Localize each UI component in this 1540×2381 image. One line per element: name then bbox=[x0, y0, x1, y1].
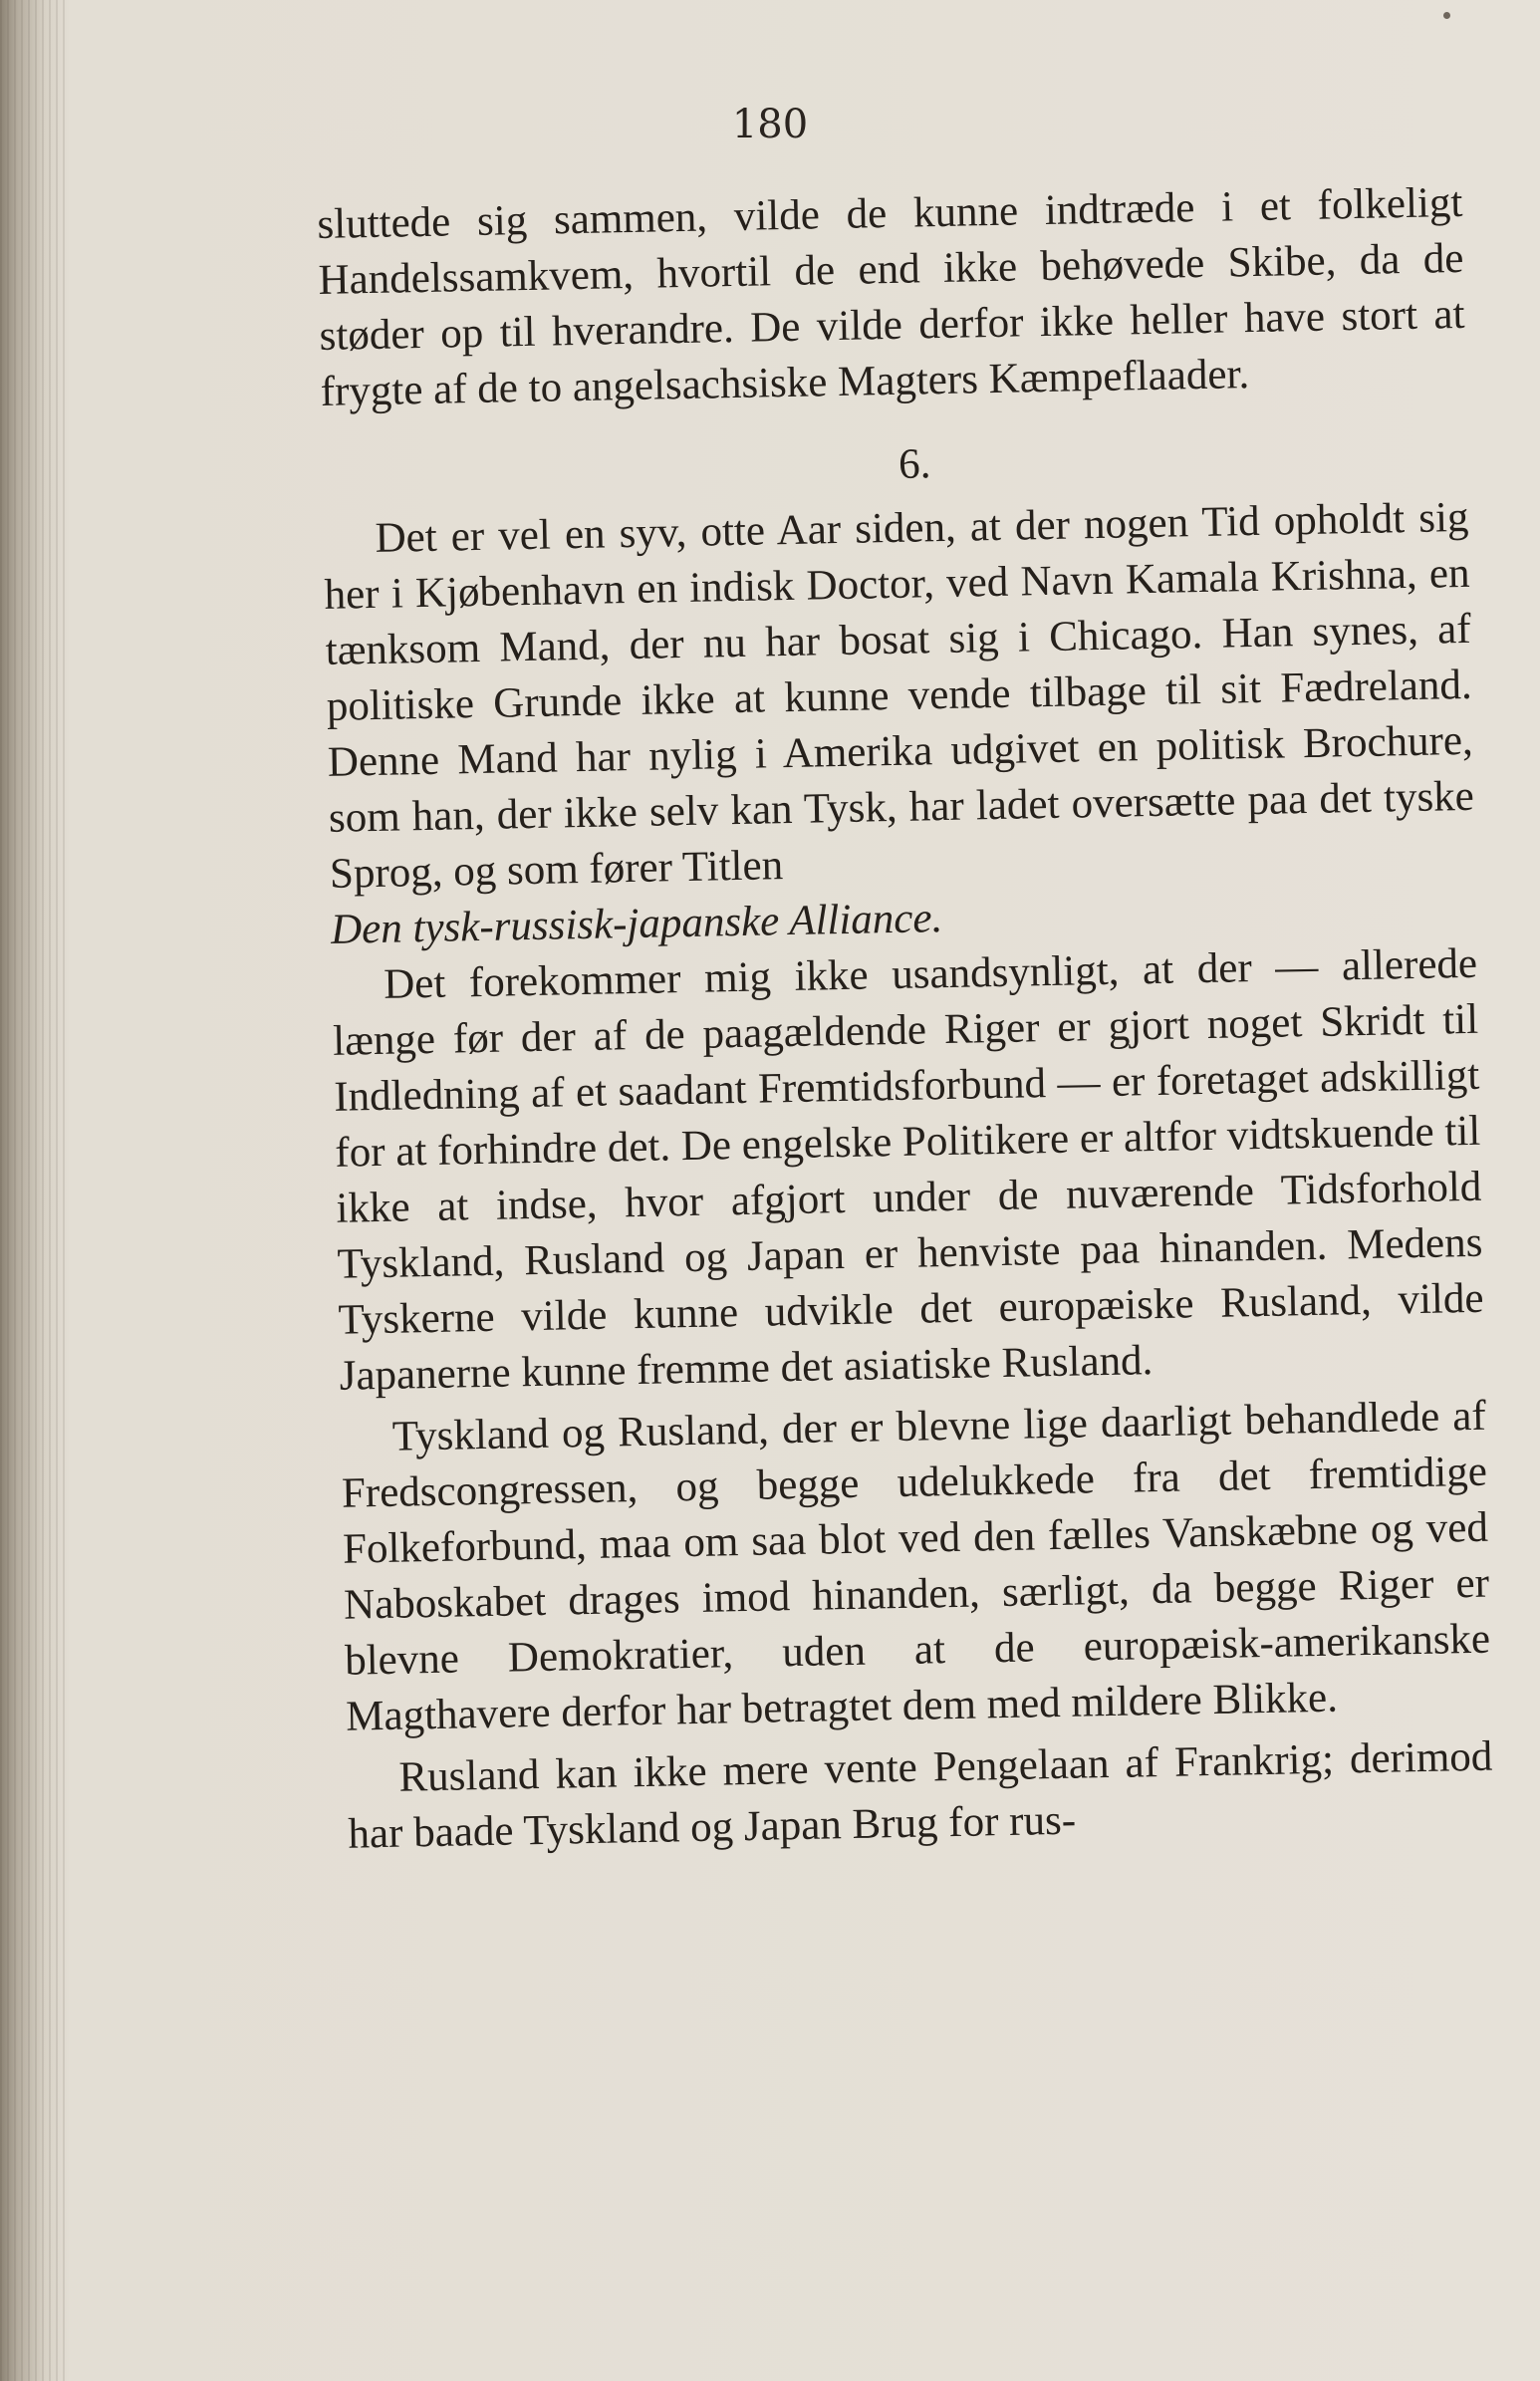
paragraph-5: Rusland kan ikke mere vente Pengelaan af Frankrig; derimod har baade Tyskland og Japan Brug for rus- bbox=[348, 1732, 1493, 1858]
paragraph-2-text: Det er vel en syv, otte Aar siden, at der nogen Tid opholdt sig her i Kjøbenhavn en indisk Doctor, ved Navn Kamala Krishna, en tænksom Mand, der nu har bosat sig i Chicago. Han synes, af politiske Grunde ikke at kunne vende tilbage til sit Fædreland. Denne Mand har nylig i Amerika udgivet en politisk Brochure, som han, der ikke selv kan Tysk, har ladet oversætte paa det tyske Sprog, og som fører Titlen bbox=[324, 493, 1475, 898]
page-number: 180 bbox=[731, 102, 809, 147]
body-text bbox=[317, 175, 1494, 1863]
paper-fleck bbox=[1443, 12, 1450, 19]
paragraph-4: Tyskland og Rusland, der er blevne lige daarligt behandlede af Fredscongressen, og begge udelukkede fra det fremtidige Folkeforbund, maa om saa blot ved den fælles Vanskæbne og ved Naboskabet drages imod hinanden, særligt, da begge Riger er blevne Demokratier, uden at de europæisk-amerikanske Magthavere derfor har betragtet dem med mildere Blikke. bbox=[341, 1392, 1491, 1740]
brochure-title: Den tysk-russisk-japanske Alliance. bbox=[330, 895, 943, 953]
paragraph-3: Det forekommer mig ikke usandsynligt, at der — allerede længe før der af de paagældende Riger er gjort noget Skridt til Indledning af et saadant Fremtidsforbund — er foretaget adskilligt for at forhindre det. De engelske Politikere er altfor vidtskuende til ikke at indse, hvor afgjort under de nuværende Tidsforhold Tyskland, Rusland og Japan er henviste paa hinanden. Medens Tyskerne vilde kunne udvikle det europæiske Rusland, vilde Japanerne kunne fremme det asiatiske Rusland. bbox=[332, 939, 1484, 1400]
paragraph-2 bbox=[323, 490, 1476, 958]
paragraph-1: sluttede sig sammen, vilde de kunne indtræde i et folkeligt Handelssamkvem, hvortil de end ikke behøvede Skibe, da de støder op til hverandre. De vilde derfor ikke heller have stort at frygte af de to angelsachsiske Magters Kæmpeflaader. bbox=[317, 178, 1465, 415]
page-gutter bbox=[0, 0, 70, 2381]
section-number: 6. bbox=[898, 440, 931, 488]
